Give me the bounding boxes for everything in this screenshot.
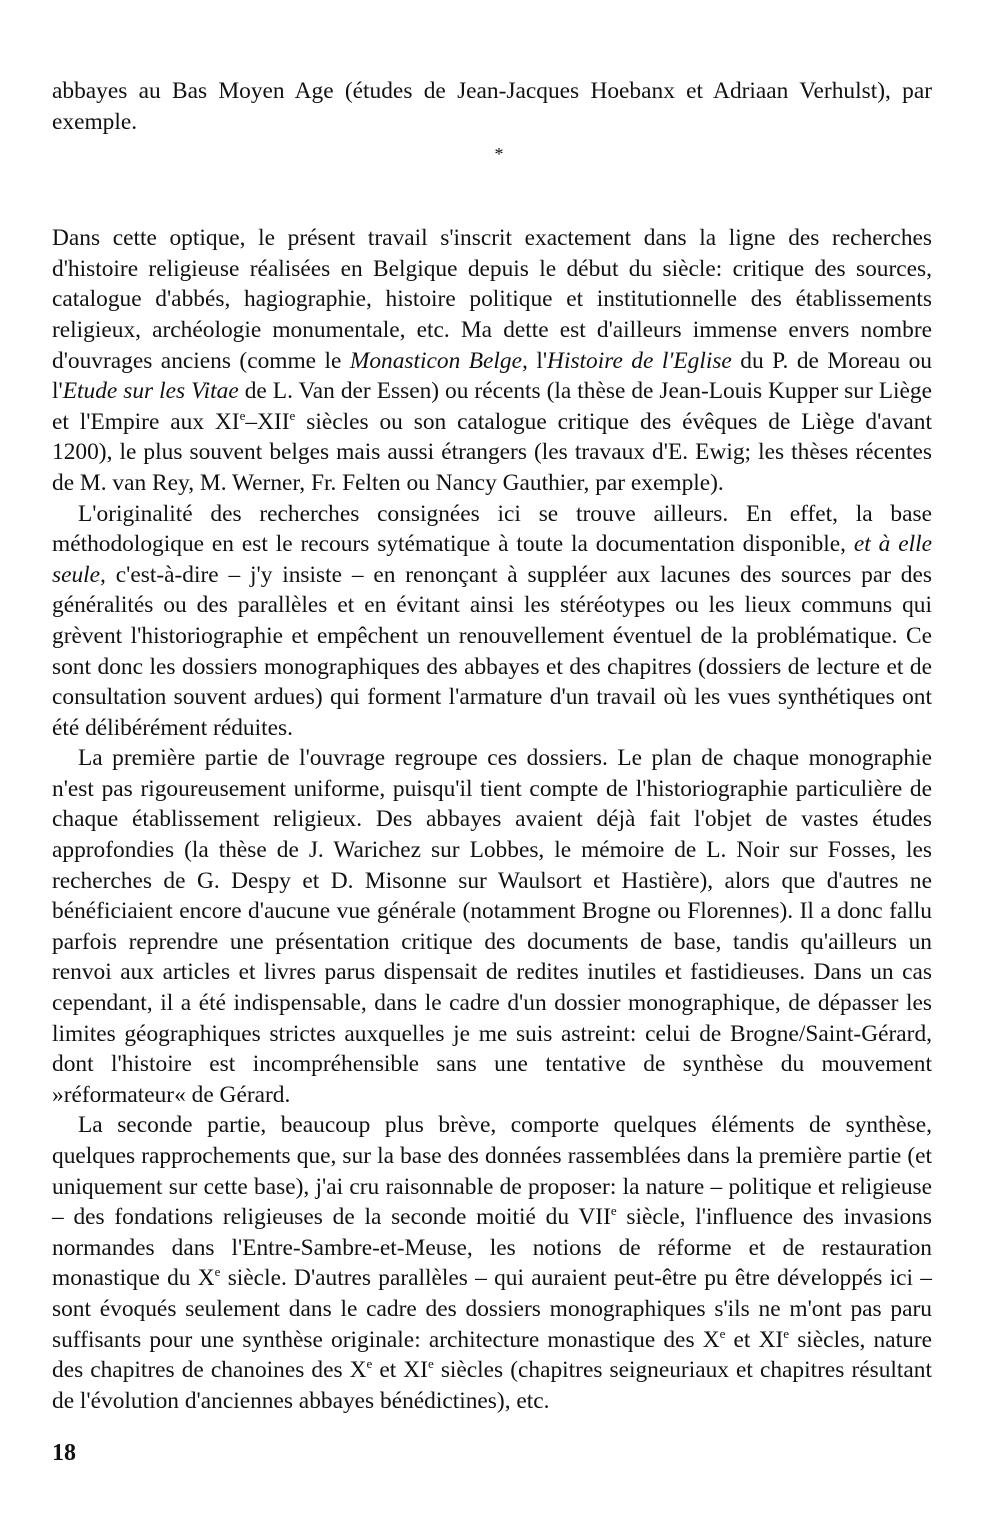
- paragraph-1: [52, 223, 932, 498]
- text-run: Dans cette optique, le présent travail s'inscrit exactement dans la ligne des recherches d'histoire religieuse réalisées en Belgique depuis le début du siècle: critique des sources, catalogue d'abbés, hagiographie, histoire politique et institutionnelle des établissements religieux, archéologie monumentale, etc. Ma dette est d'ailleurs immense envers nombre d'ouvrages anciens (comme le: [52, 225, 932, 374]
- text-run: et XI: [372, 1357, 428, 1384]
- paragraph-2: [52, 499, 932, 744]
- superscript: e: [719, 1325, 726, 1341]
- superscript: e: [289, 407, 296, 423]
- superscript: e: [239, 407, 246, 423]
- text-run: –XII: [245, 408, 290, 435]
- text-run: siècle. D'autres parallèles – qui auraient peut-être pu être développés ici – sont évoqués seulement dans le cadre des dossiers monographiques s'ils ne m'ont pas paru suffisants pour une synthèse originale: architecture monastique des X: [52, 1265, 932, 1353]
- superscript: e: [214, 1264, 221, 1280]
- text-run: l': [527, 347, 548, 374]
- text-run: siècles, nature des chapitres de chanoines des X: [52, 1326, 932, 1384]
- superscript: e: [783, 1325, 790, 1341]
- text-run: et XI: [725, 1326, 784, 1353]
- text-run: du P. de Moreau ou l': [52, 347, 933, 405]
- text-run: de L. Van der Essen) ou récents (la thèse de Jean-Louis Kupper sur Liège et l'Empire aux XI: [52, 378, 932, 435]
- superscript: e: [366, 1356, 373, 1372]
- italic-title: Monasticon Belge,: [349, 347, 528, 374]
- section-separator: *: [494, 144, 504, 165]
- paragraph-continued: abbayes au Bas Moyen Age (études de Jean-Jacques Hoebanx et Adriaan Verhulst), par exemple.: [52, 78, 932, 135]
- paragraph-4: [52, 1110, 932, 1416]
- italic-title: Etude sur les Vitae: [62, 378, 239, 405]
- text-run: siècles ou son catalogue critique des évêques de Liège d'avant 1200), le plus souvent belges mais aussi étrangers (les travaux d'E. Ewig; les thèses récentes de M. van Rey, M. Werner, Fr. Felten ou Nancy Gauthier, par exemple).: [52, 408, 932, 496]
- page-number: 18: [52, 1440, 76, 1466]
- superscript: e: [427, 1356, 434, 1372]
- superscript: e: [610, 1203, 617, 1219]
- italic-emphasis: et à elle seule,: [52, 531, 932, 588]
- text-run: c'est-à-dire – j'y insiste – en renonçant à suppléer aux lacunes des sources par des généralités ou des parallèles et en évitant ainsi les stéréotypes ou les lieux communs qui grèvent l'historiographie et empêchent un renouvellement éventuel de la problématique. Ce sont donc les dossiers monographiques des abbayes et des chapitres (dossiers de lecture et de consultation souvent ardues) qui forment l'armature d'un travail où les vues synthétiques ont été délibérément réduites.: [52, 561, 932, 741]
- text-run: L'originalité des recherches consignées ici se trouve ailleurs. En effet, la base méthodologique en est le recours sytématique à toute la documentation disponible,: [52, 500, 932, 558]
- text-run: siècles (chapitres seigneuriaux et chapitres résultant de l'évolution d'anciennes abbayes bénédictines), etc.: [52, 1357, 932, 1414]
- separator-gap: [52, 169, 932, 223]
- text-run: La seconde partie, beaucoup plus brève, comporte quelques éléments de synthèse, quelques rapprochements que, sur la base des données rassemblées dans la première partie (et uniquement sur cette base), j'ai cru raisonnable de proposer: la nature – politique et religieuse – des fondations religieuses de la seconde moitié du VII: [52, 1112, 932, 1231]
- text-run: siècle, l'influence des invasions normandes dans l'Entre-Sambre-et-Meuse, les notions de réforme et de restauration monastique du X: [52, 1204, 932, 1292]
- italic-title: Histoire de l'Eglise: [547, 347, 732, 374]
- page-body: [52, 76, 932, 1416]
- paragraph-3: La première partie de l'ouvrage regroupe ces dossiers. Le plan de chaque monographie n'est pas rigoureusement uniforme, puisqu'il tient compte de l'historiographie particulière de chaque établissement religieux. Des abbayes avaient déjà fait l'objet de vastes études approfondies (la thèse de J. Warichez sur Lobbes, le mémoire de L. Noir sur Fosses, les recherches de G. Despy et D. Misonne sur Waulsort et Hastière), alors que d'autres ne bénéficiaient encore d'aucune vue générale (notamment Brogne ou Florennes). Il a donc fallu parfois reprendre une présentation critique des documents de base, tandis qu'ailleurs un renvoi aux articles et livres parus dispensait de redites inutiles et fastidieuses. Dans un cas cependant, il a été indispensable, dans le cadre d'un dossier monographique, de dépasser les limites géographiques strictes auxquelles je me suis astreint: celui de Brogne/Saint-Gérard, dont l'histoire est incompréhensible sans une tentative de synthèse du mouvement »réformateur« de Gérard.: [52, 745, 932, 1108]
